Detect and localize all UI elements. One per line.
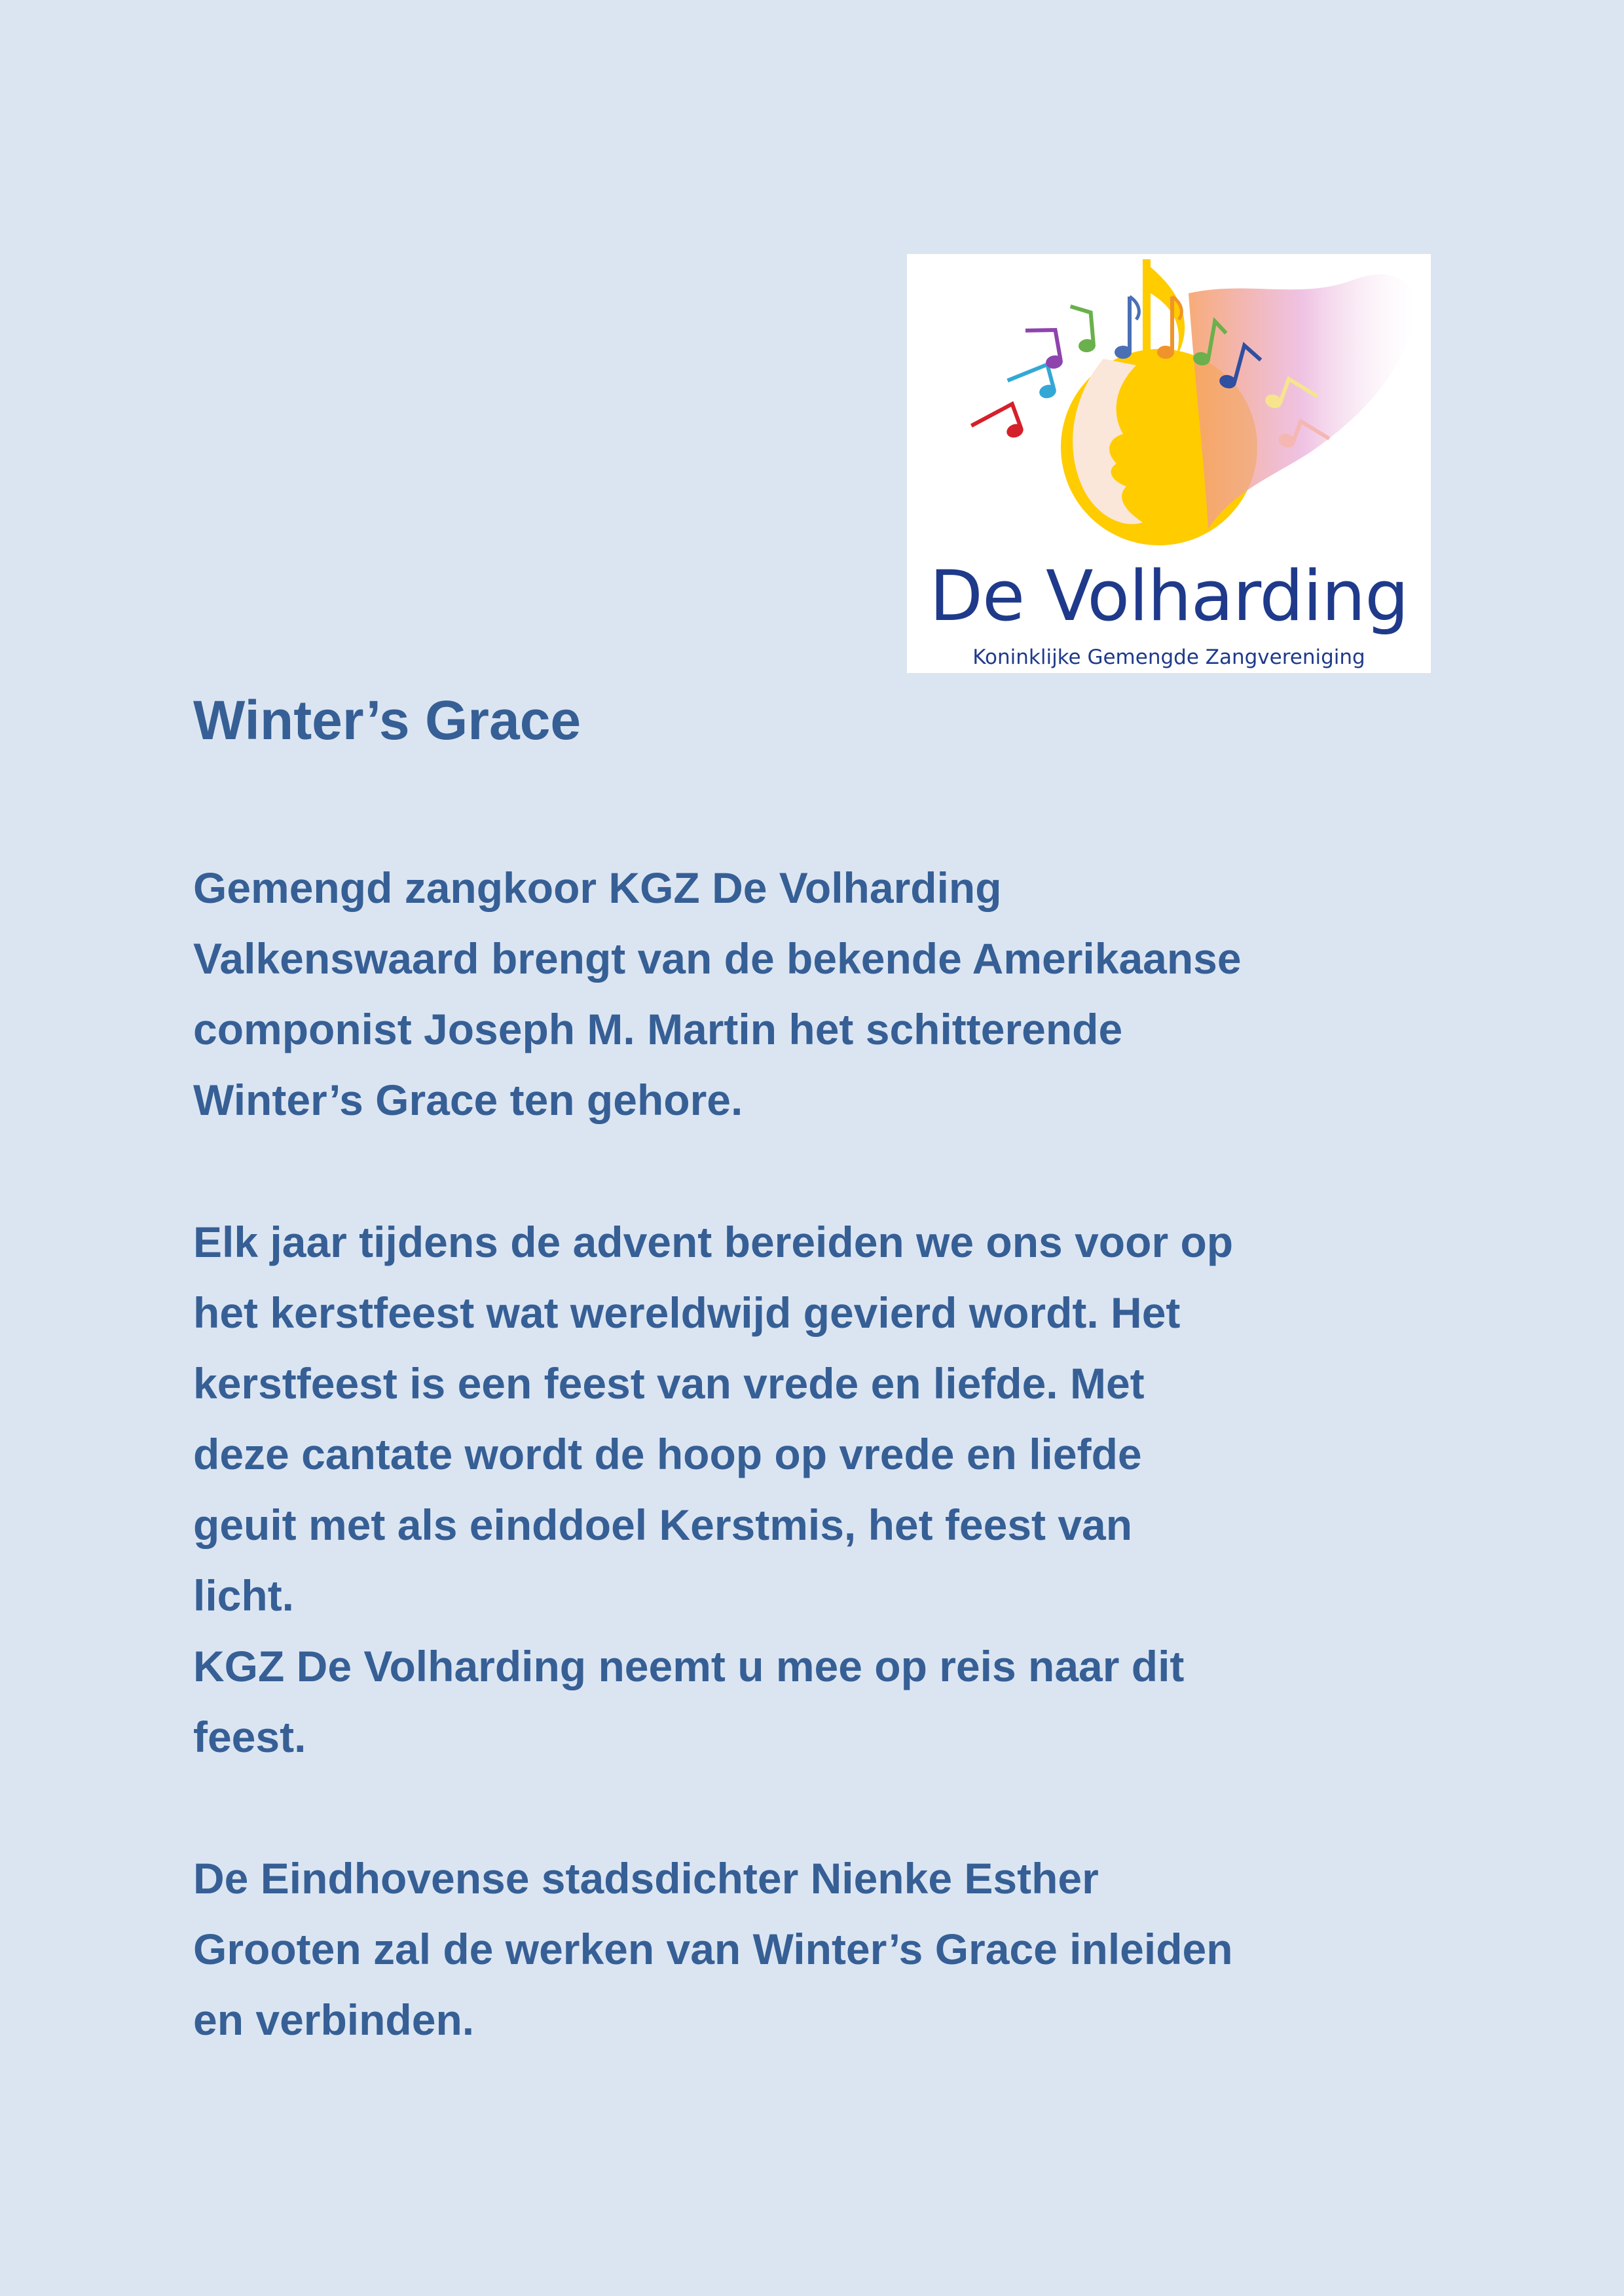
paragraph-line: Winter’s Grace ten gehore. — [193, 1076, 743, 1124]
note-flag — [1151, 267, 1185, 359]
logo-de-volharding — [907, 254, 1431, 673]
paragraph-line: licht. — [193, 1571, 295, 1620]
paragraph-1 — [193, 852, 1490, 1135]
paragraph-line: het kerstfeest wat wereldwijd gevierd wordt. Het — [193, 1288, 1181, 1337]
wave-shape — [1189, 274, 1415, 529]
paragraph-line: De Eindhovense stadsdichter Nienke Esther — [193, 1854, 1099, 1903]
page-title: Winter’s Grace — [193, 689, 581, 751]
paragraph-3 — [193, 1843, 1490, 2055]
logo-name: De Volharding — [929, 556, 1409, 636]
paragraph-line: feest. — [193, 1713, 306, 1761]
note-cyan — [1006, 364, 1058, 407]
paragraph-line: deze cantate wordt de hoop op vrede en liefde — [193, 1430, 1142, 1478]
paragraph-line: componist Joseph M. Martin het schitterende — [193, 1005, 1123, 1053]
logo-subtitle: Koninklijke Gemengde Zangvereniging — [972, 646, 1365, 669]
note-green — [1071, 304, 1096, 354]
paragraph-line: Valkenswaard brengt van de bekende Amerikaanse — [193, 934, 1242, 983]
paragraph-line: Gemengd zangkoor KGZ De Volharding — [193, 864, 1002, 912]
paragraph-2 — [193, 1207, 1490, 1772]
paragraph-line: kerstfeest is een feest van vrede en liefde. Met — [193, 1359, 1145, 1408]
paragraph-line: geuit met als einddoel Kerstmis, het feest van — [193, 1501, 1133, 1549]
note-red — [969, 403, 1025, 450]
note-stem — [1143, 259, 1151, 456]
paragraph-line: Elk jaar tijdens de advent bereiden we ons voor op — [193, 1218, 1234, 1266]
paragraph-line: Grooten zal de werken van Winter’s Grace inleiden — [193, 1925, 1233, 1973]
paragraph-line: KGZ De Volharding neemt u mee op reis naar dit — [193, 1642, 1185, 1690]
paragraph-line: en verbinden. — [193, 1995, 475, 2044]
note-blue — [1115, 297, 1139, 359]
